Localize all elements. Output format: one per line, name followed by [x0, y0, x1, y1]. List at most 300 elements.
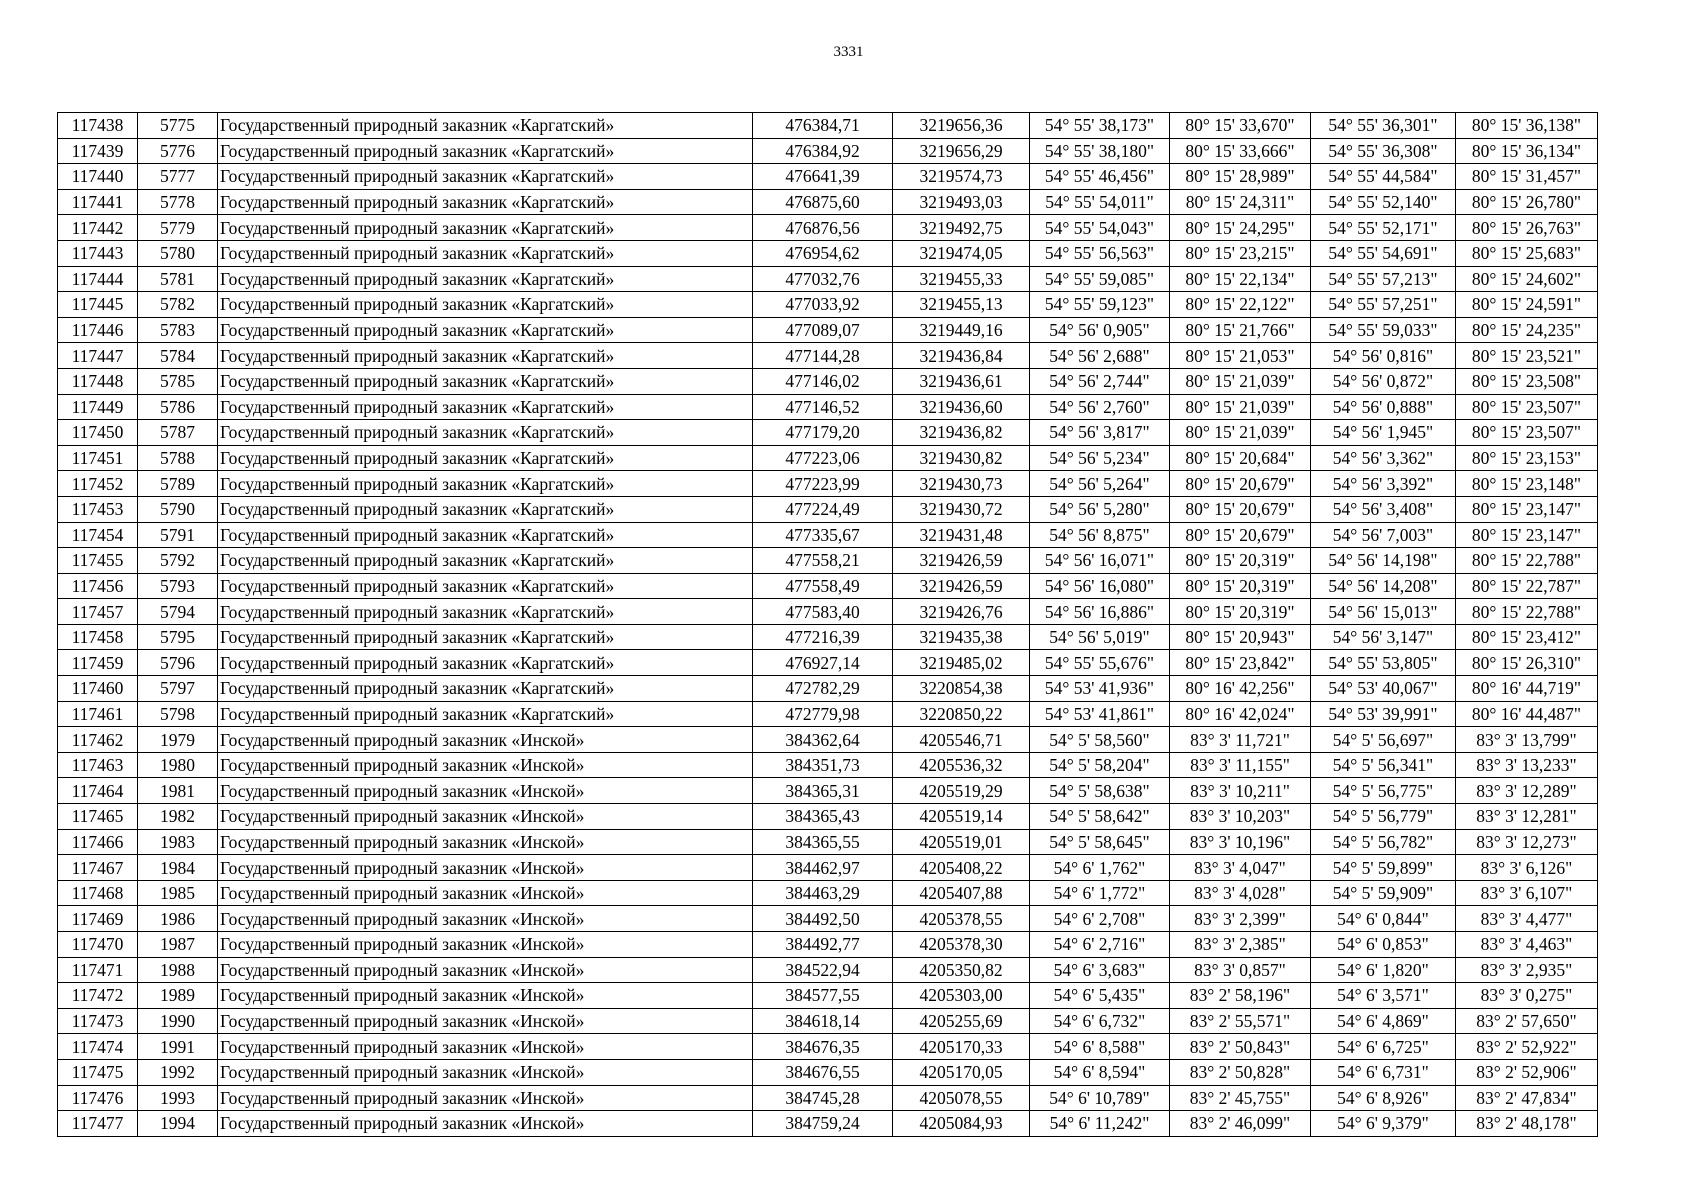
name-cell: Государственный природный заказник «Каргатский»: [218, 420, 753, 446]
y-coordinate-cell: 3219436,61: [893, 368, 1030, 394]
table-row: [58, 957, 1598, 983]
row-number-cell: 117439: [58, 138, 138, 164]
latitude-alt-cell: 54° 6' 6,725": [1311, 1034, 1456, 1060]
y-coordinate-cell: 3219436,84: [893, 343, 1030, 369]
table-row: [58, 1111, 1598, 1137]
name-cell: Государственный природный заказник «Инской»: [218, 1034, 753, 1060]
row-number-cell: 117444: [58, 266, 138, 292]
point-number-cell: 1994: [138, 1111, 218, 1137]
longitude-alt-cell: 83° 3' 6,126": [1456, 855, 1598, 881]
latitude-cell: 54° 5' 58,204": [1030, 752, 1170, 778]
row-number-cell: 117461: [58, 701, 138, 727]
latitude-alt-cell: 54° 56' 1,945": [1311, 420, 1456, 446]
x-coordinate-cell: 384759,24: [753, 1111, 893, 1137]
latitude-cell: 54° 56' 5,019": [1030, 624, 1170, 650]
latitude-alt-cell: 54° 55' 53,805": [1311, 650, 1456, 676]
x-coordinate-cell: 477033,92: [753, 292, 893, 318]
point-number-cell: 5778: [138, 189, 218, 215]
y-coordinate-cell: 3219656,29: [893, 138, 1030, 164]
longitude-cell: 80° 15' 21,039": [1170, 368, 1311, 394]
name-cell: Государственный природный заказник «Каргатский»: [218, 471, 753, 497]
point-number-cell: 1981: [138, 778, 218, 804]
y-coordinate-cell: 3219431,48: [893, 522, 1030, 548]
point-number-cell: 1983: [138, 829, 218, 855]
latitude-cell: 54° 56' 5,234": [1030, 445, 1170, 471]
row-number-cell: 117440: [58, 164, 138, 190]
x-coordinate-cell: 477223,06: [753, 445, 893, 471]
x-coordinate-cell: 384362,64: [753, 727, 893, 753]
x-coordinate-cell: 476954,62: [753, 240, 893, 266]
longitude-cell: 83° 3' 11,721": [1170, 727, 1311, 753]
latitude-alt-cell: 54° 6' 6,731": [1311, 1059, 1456, 1085]
latitude-alt-cell: 54° 56' 3,362": [1311, 445, 1456, 471]
longitude-alt-cell: 80° 15' 23,507": [1456, 420, 1598, 446]
latitude-cell: 54° 6' 2,716": [1030, 932, 1170, 958]
point-number-cell: 5797: [138, 676, 218, 702]
y-coordinate-cell: 3219474,05: [893, 240, 1030, 266]
point-number-cell: 5795: [138, 624, 218, 650]
table-row: [58, 1059, 1598, 1085]
point-number-cell: 5787: [138, 420, 218, 446]
latitude-cell: 54° 53' 41,936": [1030, 676, 1170, 702]
y-coordinate-cell: 3219574,73: [893, 164, 1030, 190]
y-coordinate-cell: 4205519,29: [893, 778, 1030, 804]
y-coordinate-cell: 3219449,16: [893, 317, 1030, 343]
longitude-cell: 83° 3' 0,857": [1170, 957, 1311, 983]
latitude-alt-cell: 54° 6' 4,869": [1311, 1008, 1456, 1034]
latitude-cell: 54° 55' 46,456": [1030, 164, 1170, 190]
table-row: [58, 522, 1598, 548]
latitude-cell: 54° 55' 56,563": [1030, 240, 1170, 266]
latitude-alt-cell: 54° 56' 3,147": [1311, 624, 1456, 650]
longitude-cell: 80° 15' 23,215": [1170, 240, 1311, 266]
latitude-alt-cell: 54° 6' 0,853": [1311, 932, 1456, 958]
y-coordinate-cell: 3219455,33: [893, 266, 1030, 292]
point-number-cell: 1986: [138, 906, 218, 932]
table-row: [58, 573, 1598, 599]
x-coordinate-cell: 384745,28: [753, 1085, 893, 1111]
longitude-cell: 83° 3' 4,047": [1170, 855, 1311, 881]
name-cell: Государственный природный заказник «Инской»: [218, 880, 753, 906]
longitude-alt-cell: 80° 16' 44,719": [1456, 676, 1598, 702]
name-cell: Государственный природный заказник «Инской»: [218, 727, 753, 753]
latitude-alt-cell: 54° 55' 57,213": [1311, 266, 1456, 292]
table-row: [58, 880, 1598, 906]
y-coordinate-cell: 3219455,13: [893, 292, 1030, 318]
x-coordinate-cell: 384492,50: [753, 906, 893, 932]
longitude-cell: 83° 2' 45,755": [1170, 1085, 1311, 1111]
x-coordinate-cell: 477223,99: [753, 471, 893, 497]
latitude-alt-cell: 54° 6' 3,571": [1311, 983, 1456, 1009]
y-coordinate-cell: 4205170,33: [893, 1034, 1030, 1060]
latitude-cell: 54° 53' 41,861": [1030, 701, 1170, 727]
name-cell: Государственный природный заказник «Инской»: [218, 957, 753, 983]
row-number-cell: 117475: [58, 1059, 138, 1085]
longitude-cell: 80° 16' 42,024": [1170, 701, 1311, 727]
x-coordinate-cell: 477032,76: [753, 266, 893, 292]
table-row: [58, 292, 1598, 318]
x-coordinate-cell: 384522,94: [753, 957, 893, 983]
y-coordinate-cell: 3219436,60: [893, 394, 1030, 420]
latitude-alt-cell: 54° 56' 7,003": [1311, 522, 1456, 548]
longitude-cell: 80° 15' 22,122": [1170, 292, 1311, 318]
table-row: [58, 906, 1598, 932]
latitude-alt-cell: 54° 56' 3,392": [1311, 471, 1456, 497]
y-coordinate-cell: 4205170,05: [893, 1059, 1030, 1085]
longitude-cell: 80° 15' 20,679": [1170, 496, 1311, 522]
table-row: [58, 215, 1598, 241]
latitude-alt-cell: 54° 55' 57,251": [1311, 292, 1456, 318]
longitude-alt-cell: 83° 2' 52,922": [1456, 1034, 1598, 1060]
longitude-cell: 83° 3' 11,155": [1170, 752, 1311, 778]
y-coordinate-cell: 4205378,30: [893, 932, 1030, 958]
x-coordinate-cell: 384462,97: [753, 855, 893, 881]
row-number-cell: 117449: [58, 394, 138, 420]
point-number-cell: 5794: [138, 599, 218, 625]
longitude-alt-cell: 80° 15' 22,788": [1456, 548, 1598, 574]
coordinates-table: [57, 112, 1598, 1137]
longitude-alt-cell: 83° 3' 4,477": [1456, 906, 1598, 932]
name-cell: Государственный природный заказник «Каргатский»: [218, 292, 753, 318]
y-coordinate-cell: 3219430,73: [893, 471, 1030, 497]
latitude-alt-cell: 54° 55' 54,691": [1311, 240, 1456, 266]
y-coordinate-cell: 3219436,82: [893, 420, 1030, 446]
point-number-cell: 1991: [138, 1034, 218, 1060]
y-coordinate-cell: 3219426,59: [893, 573, 1030, 599]
longitude-alt-cell: 80° 15' 23,412": [1456, 624, 1598, 650]
longitude-alt-cell: 83° 2' 47,834": [1456, 1085, 1598, 1111]
longitude-alt-cell: 80° 15' 24,235": [1456, 317, 1598, 343]
longitude-alt-cell: 83° 3' 2,935": [1456, 957, 1598, 983]
latitude-cell: 54° 6' 3,683": [1030, 957, 1170, 983]
longitude-alt-cell: 80° 15' 26,780": [1456, 189, 1598, 215]
row-number-cell: 117466: [58, 829, 138, 855]
y-coordinate-cell: 4205350,82: [893, 957, 1030, 983]
name-cell: Государственный природный заказник «Каргатский»: [218, 266, 753, 292]
table-row: [58, 1034, 1598, 1060]
row-number-cell: 117441: [58, 189, 138, 215]
latitude-alt-cell: 54° 55' 44,584": [1311, 164, 1456, 190]
latitude-cell: 54° 56' 16,071": [1030, 548, 1170, 574]
x-coordinate-cell: 477335,67: [753, 522, 893, 548]
latitude-alt-cell: 54° 5' 56,697": [1311, 727, 1456, 753]
row-number-cell: 117473: [58, 1008, 138, 1034]
latitude-cell: 54° 6' 5,435": [1030, 983, 1170, 1009]
longitude-cell: 80° 15' 20,319": [1170, 548, 1311, 574]
longitude-alt-cell: 80° 15' 22,787": [1456, 573, 1598, 599]
row-number-cell: 117459: [58, 650, 138, 676]
point-number-cell: 5782: [138, 292, 218, 318]
y-coordinate-cell: 3219430,82: [893, 445, 1030, 471]
latitude-cell: 54° 5' 58,638": [1030, 778, 1170, 804]
latitude-cell: 54° 55' 38,173": [1030, 113, 1170, 139]
latitude-alt-cell: 54° 5' 56,782": [1311, 829, 1456, 855]
y-coordinate-cell: 3219426,59: [893, 548, 1030, 574]
longitude-cell: 80° 15' 21,053": [1170, 343, 1311, 369]
name-cell: Государственный природный заказник «Инской»: [218, 778, 753, 804]
row-number-cell: 117471: [58, 957, 138, 983]
longitude-alt-cell: 80° 15' 23,148": [1456, 471, 1598, 497]
y-coordinate-cell: 4205519,01: [893, 829, 1030, 855]
longitude-cell: 80° 15' 21,039": [1170, 394, 1311, 420]
longitude-cell: 80° 15' 20,679": [1170, 522, 1311, 548]
latitude-cell: 54° 6' 2,708": [1030, 906, 1170, 932]
row-number-cell: 117458: [58, 624, 138, 650]
longitude-alt-cell: 83° 3' 13,233": [1456, 752, 1598, 778]
name-cell: Государственный природный заказник «Каргатский»: [218, 522, 753, 548]
longitude-alt-cell: 80° 15' 23,508": [1456, 368, 1598, 394]
table-row: [58, 727, 1598, 753]
longitude-alt-cell: 83° 3' 12,273": [1456, 829, 1598, 855]
latitude-alt-cell: 54° 5' 59,909": [1311, 880, 1456, 906]
longitude-cell: 80° 15' 20,943": [1170, 624, 1311, 650]
x-coordinate-cell: 476875,60: [753, 189, 893, 215]
table-row: [58, 343, 1598, 369]
point-number-cell: 1980: [138, 752, 218, 778]
point-number-cell: 5798: [138, 701, 218, 727]
table-row: [58, 932, 1598, 958]
longitude-alt-cell: 83° 3' 12,289": [1456, 778, 1598, 804]
name-cell: Государственный природный заказник «Каргатский»: [218, 624, 753, 650]
latitude-alt-cell: 54° 6' 9,379": [1311, 1111, 1456, 1137]
row-number-cell: 117477: [58, 1111, 138, 1137]
latitude-cell: 54° 56' 2,760": [1030, 394, 1170, 420]
x-coordinate-cell: 477558,49: [753, 573, 893, 599]
longitude-cell: 80° 15' 24,295": [1170, 215, 1311, 241]
longitude-cell: 83° 2' 50,843": [1170, 1034, 1311, 1060]
longitude-cell: 83° 3' 10,211": [1170, 778, 1311, 804]
row-number-cell: 117447: [58, 343, 138, 369]
table-row: [58, 164, 1598, 190]
point-number-cell: 5791: [138, 522, 218, 548]
x-coordinate-cell: 477216,39: [753, 624, 893, 650]
table-row: [58, 394, 1598, 420]
point-number-cell: 5784: [138, 343, 218, 369]
latitude-cell: 54° 6' 11,242": [1030, 1111, 1170, 1137]
point-number-cell: 5796: [138, 650, 218, 676]
row-number-cell: 117443: [58, 240, 138, 266]
name-cell: Государственный природный заказник «Инской»: [218, 983, 753, 1009]
x-coordinate-cell: 476384,71: [753, 113, 893, 139]
latitude-alt-cell: 54° 53' 39,991": [1311, 701, 1456, 727]
latitude-alt-cell: 54° 6' 1,820": [1311, 957, 1456, 983]
longitude-alt-cell: 83° 3' 13,799": [1456, 727, 1598, 753]
point-number-cell: 1982: [138, 804, 218, 830]
latitude-cell: 54° 56' 0,905": [1030, 317, 1170, 343]
name-cell: Государственный природный заказник «Каргатский»: [218, 548, 753, 574]
latitude-alt-cell: 54° 5' 56,775": [1311, 778, 1456, 804]
row-number-cell: 117469: [58, 906, 138, 932]
latitude-alt-cell: 54° 55' 52,171": [1311, 215, 1456, 241]
latitude-alt-cell: 54° 56' 14,208": [1311, 573, 1456, 599]
point-number-cell: 1985: [138, 880, 218, 906]
row-number-cell: 117448: [58, 368, 138, 394]
table-row: [58, 778, 1598, 804]
table-row: [58, 240, 1598, 266]
row-number-cell: 117452: [58, 471, 138, 497]
longitude-alt-cell: 80° 15' 36,134": [1456, 138, 1598, 164]
longitude-alt-cell: 80° 15' 24,591": [1456, 292, 1598, 318]
latitude-alt-cell: 54° 55' 36,301": [1311, 113, 1456, 139]
y-coordinate-cell: 3219656,36: [893, 113, 1030, 139]
row-number-cell: 117450: [58, 420, 138, 446]
longitude-alt-cell: 80° 15' 24,602": [1456, 266, 1598, 292]
name-cell: Государственный природный заказник «Каргатский»: [218, 343, 753, 369]
y-coordinate-cell: 4205407,88: [893, 880, 1030, 906]
longitude-cell: 83° 3' 10,196": [1170, 829, 1311, 855]
latitude-cell: 54° 6' 8,594": [1030, 1059, 1170, 1085]
name-cell: Государственный природный заказник «Инской»: [218, 1008, 753, 1034]
point-number-cell: 5781: [138, 266, 218, 292]
x-coordinate-cell: 476641,39: [753, 164, 893, 190]
x-coordinate-cell: 384351,73: [753, 752, 893, 778]
longitude-alt-cell: 83° 3' 12,281": [1456, 804, 1598, 830]
y-coordinate-cell: 4205084,93: [893, 1111, 1030, 1137]
row-number-cell: 117454: [58, 522, 138, 548]
name-cell: Государственный природный заказник «Каргатский»: [218, 164, 753, 190]
table-row: [58, 420, 1598, 446]
x-coordinate-cell: 384365,55: [753, 829, 893, 855]
latitude-cell: 54° 5' 58,645": [1030, 829, 1170, 855]
latitude-cell: 54° 6' 8,588": [1030, 1034, 1170, 1060]
y-coordinate-cell: 3220854,38: [893, 676, 1030, 702]
name-cell: Государственный природный заказник «Каргатский»: [218, 676, 753, 702]
name-cell: Государственный природный заказник «Каргатский»: [218, 240, 753, 266]
longitude-cell: 83° 3' 4,028": [1170, 880, 1311, 906]
point-number-cell: 5775: [138, 113, 218, 139]
longitude-cell: 83° 2' 50,828": [1170, 1059, 1311, 1085]
y-coordinate-cell: 3219493,03: [893, 189, 1030, 215]
point-number-cell: 1987: [138, 932, 218, 958]
longitude-cell: 80° 15' 20,319": [1170, 599, 1311, 625]
longitude-cell: 80° 15' 21,039": [1170, 420, 1311, 446]
point-number-cell: 1984: [138, 855, 218, 881]
row-number-cell: 117446: [58, 317, 138, 343]
table-row: [58, 471, 1598, 497]
longitude-cell: 83° 2' 46,099": [1170, 1111, 1311, 1137]
longitude-alt-cell: 80° 15' 25,683": [1456, 240, 1598, 266]
latitude-cell: 54° 56' 2,744": [1030, 368, 1170, 394]
y-coordinate-cell: 3219426,76: [893, 599, 1030, 625]
latitude-alt-cell: 54° 5' 59,899": [1311, 855, 1456, 881]
row-number-cell: 117465: [58, 804, 138, 830]
y-coordinate-cell: 4205408,22: [893, 855, 1030, 881]
longitude-alt-cell: 80° 15' 23,521": [1456, 343, 1598, 369]
page-number: 3331: [833, 44, 864, 60]
longitude-cell: 83° 3' 10,203": [1170, 804, 1311, 830]
longitude-cell: 80° 15' 24,311": [1170, 189, 1311, 215]
latitude-alt-cell: 54° 6' 0,844": [1311, 906, 1456, 932]
x-coordinate-cell: 384676,55: [753, 1059, 893, 1085]
latitude-alt-cell: 54° 5' 56,341": [1311, 752, 1456, 778]
longitude-alt-cell: 80° 15' 36,138": [1456, 113, 1598, 139]
point-number-cell: 5790: [138, 496, 218, 522]
y-coordinate-cell: 3219430,72: [893, 496, 1030, 522]
table-row: [58, 676, 1598, 702]
row-number-cell: 117468: [58, 880, 138, 906]
longitude-cell: 80° 15' 33,666": [1170, 138, 1311, 164]
row-number-cell: 117438: [58, 113, 138, 139]
name-cell: Государственный природный заказник «Каргатский»: [218, 138, 753, 164]
y-coordinate-cell: 3219492,75: [893, 215, 1030, 241]
name-cell: Государственный природный заказник «Каргатский»: [218, 599, 753, 625]
name-cell: Государственный природный заказник «Инской»: [218, 1085, 753, 1111]
x-coordinate-cell: 472779,98: [753, 701, 893, 727]
longitude-cell: 80° 15' 22,134": [1170, 266, 1311, 292]
table-row: [58, 829, 1598, 855]
table-row: [58, 445, 1598, 471]
name-cell: Государственный природный заказник «Каргатский»: [218, 215, 753, 241]
row-number-cell: 117476: [58, 1085, 138, 1111]
latitude-cell: 54° 55' 54,011": [1030, 189, 1170, 215]
latitude-cell: 54° 5' 58,560": [1030, 727, 1170, 753]
x-coordinate-cell: 384676,35: [753, 1034, 893, 1060]
name-cell: Государственный природный заказник «Инской»: [218, 855, 753, 881]
latitude-alt-cell: 54° 53' 40,067": [1311, 676, 1456, 702]
name-cell: Государственный природный заказник «Каргатский»: [218, 368, 753, 394]
name-cell: Государственный природный заказник «Каргатский»: [218, 113, 753, 139]
longitude-cell: 83° 3' 2,385": [1170, 932, 1311, 958]
latitude-alt-cell: 54° 55' 36,308": [1311, 138, 1456, 164]
latitude-alt-cell: 54° 56' 14,198": [1311, 548, 1456, 574]
table-row: [58, 138, 1598, 164]
x-coordinate-cell: 477558,21: [753, 548, 893, 574]
point-number-cell: 1989: [138, 983, 218, 1009]
latitude-cell: 54° 56' 16,886": [1030, 599, 1170, 625]
point-number-cell: 1992: [138, 1059, 218, 1085]
table-row: [58, 855, 1598, 881]
longitude-alt-cell: 80° 15' 22,788": [1456, 599, 1598, 625]
row-number-cell: 117457: [58, 599, 138, 625]
table-row: [58, 599, 1598, 625]
y-coordinate-cell: 4205536,32: [893, 752, 1030, 778]
y-coordinate-cell: 4205078,55: [893, 1085, 1030, 1111]
x-coordinate-cell: 476384,92: [753, 138, 893, 164]
longitude-cell: 80° 15' 20,679": [1170, 471, 1311, 497]
name-cell: Государственный природный заказник «Инской»: [218, 804, 753, 830]
row-number-cell: 117474: [58, 1034, 138, 1060]
longitude-alt-cell: 80° 15' 23,147": [1456, 522, 1598, 548]
latitude-cell: 54° 5' 58,642": [1030, 804, 1170, 830]
table-row: [58, 368, 1598, 394]
longitude-alt-cell: 83° 3' 6,107": [1456, 880, 1598, 906]
latitude-cell: 54° 55' 59,123": [1030, 292, 1170, 318]
longitude-cell: 80° 15' 20,319": [1170, 573, 1311, 599]
x-coordinate-cell: 384463,29: [753, 880, 893, 906]
table-row: [58, 752, 1598, 778]
longitude-cell: 83° 2' 58,196": [1170, 983, 1311, 1009]
longitude-alt-cell: 80° 15' 26,310": [1456, 650, 1598, 676]
latitude-cell: 54° 6' 1,762": [1030, 855, 1170, 881]
name-cell: Государственный природный заказник «Каргатский»: [218, 701, 753, 727]
name-cell: Государственный природный заказник «Каргатский»: [218, 445, 753, 471]
longitude-alt-cell: 80° 16' 44,487": [1456, 701, 1598, 727]
longitude-cell: 80° 15' 23,842": [1170, 650, 1311, 676]
row-number-cell: 117464: [58, 778, 138, 804]
point-number-cell: 5780: [138, 240, 218, 266]
x-coordinate-cell: 384365,43: [753, 804, 893, 830]
point-number-cell: 5777: [138, 164, 218, 190]
latitude-alt-cell: 54° 5' 56,779": [1311, 804, 1456, 830]
row-number-cell: 117470: [58, 932, 138, 958]
table-row: [58, 1008, 1598, 1034]
longitude-cell: 80° 15' 33,670": [1170, 113, 1311, 139]
latitude-cell: 54° 6' 1,772": [1030, 880, 1170, 906]
x-coordinate-cell: 477144,28: [753, 343, 893, 369]
longitude-alt-cell: 80° 15' 23,147": [1456, 496, 1598, 522]
point-number-cell: 5786: [138, 394, 218, 420]
longitude-alt-cell: 80° 15' 26,763": [1456, 215, 1598, 241]
